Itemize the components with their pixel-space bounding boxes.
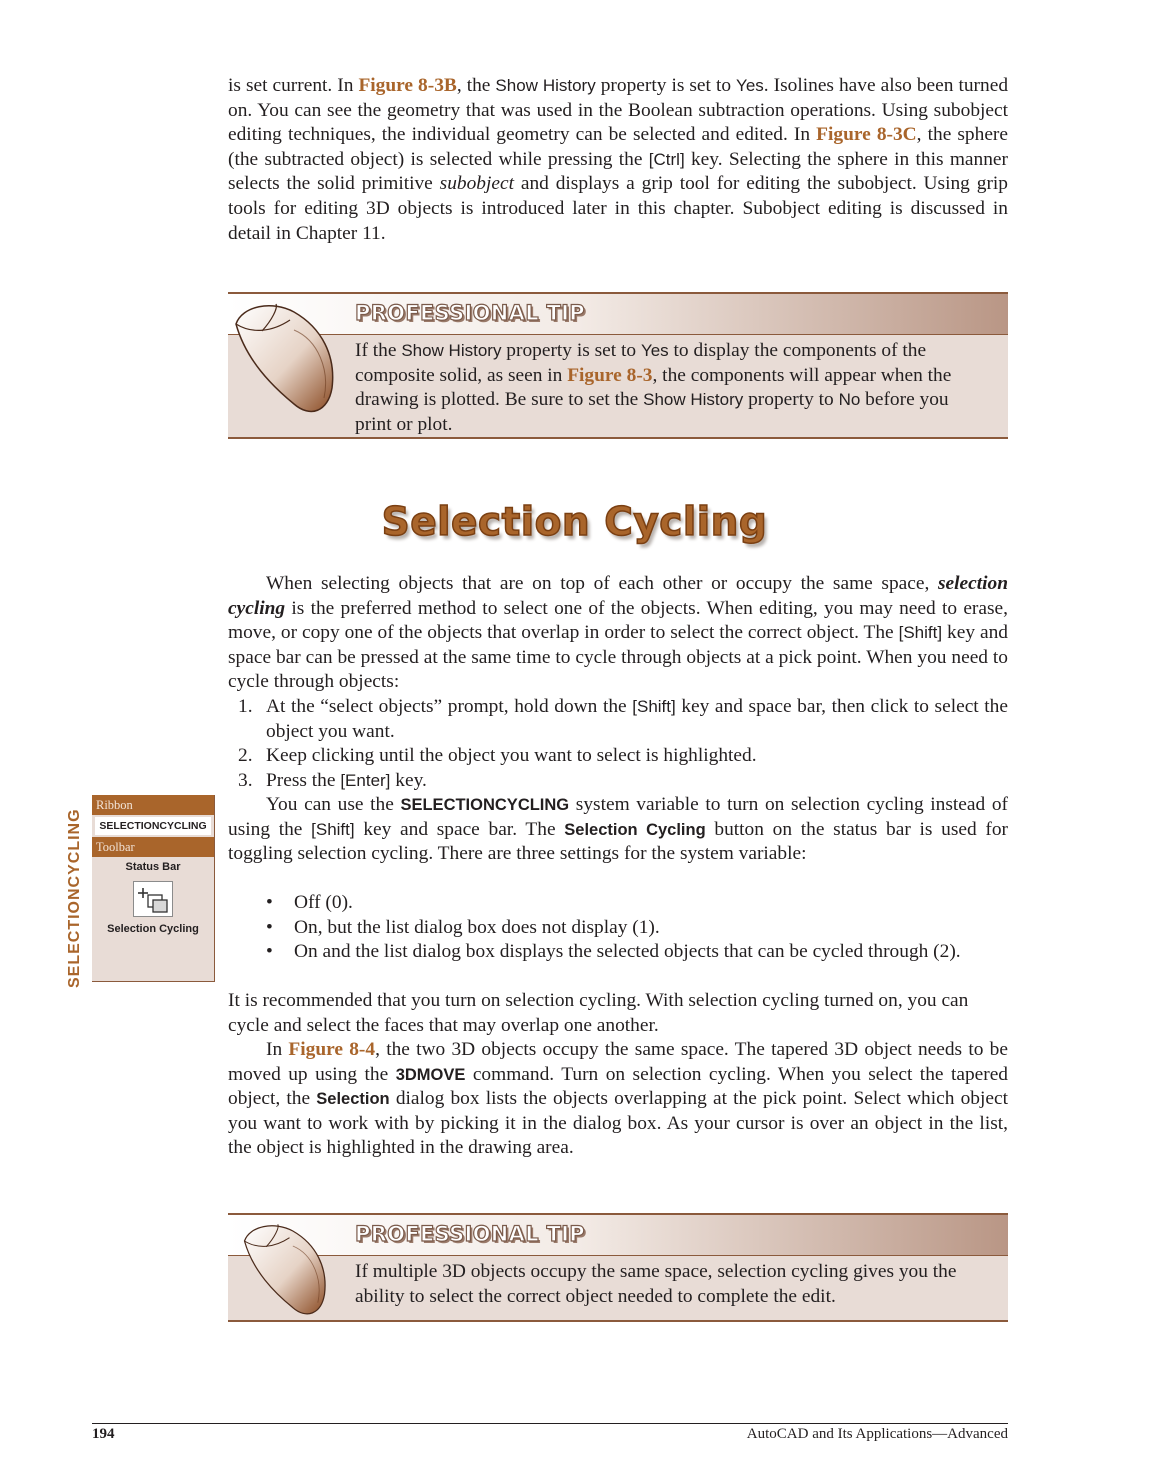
list-item: 1. At the “select objects” prompt, hold down the [Shift] key and space bar, then click to select the object you want. [238,696,1008,742]
tip-title: PROFESSIONAL TIP [355,1222,585,1246]
ribbon-label: Ribbon [92,795,214,815]
section-heading: Selection Cycling [381,500,768,545]
command-sidebar [92,795,215,982]
list-item: • On, but the list dialog box does not display (1). [266,916,660,938]
selection-cycling-button[interactable] [133,881,173,917]
button-caption: Selection Cycling [107,923,199,935]
figure-ref[interactable]: Figure 8-3 [567,364,653,386]
list-item: 2. Keep clicking until the object you want to select is highlighted. [238,745,757,767]
mouse-icon [232,1221,342,1321]
intro-paragraph: is set current. In Figure 8-3B, the Show History property is set to Yes. Isolines have also been turned on. You can see the geometry that was used in the Boolean subtraction operations. Using subobject editing techniques, the individual geometry can be selected and edited. In Figure 8-3C, the sphere (the subtracted object) is selected while pressing the [Ctrl] key. Selecting the sphere in this manner selects the solid primitive subobject and displays a grip tool for editing the subobject. Using grip tools for editing 3D objects is introduced later in this chapter. Subobject editing is discussed in detail in Chapter 11. [228,75,1009,244]
list-item: • On and the list dialog box displays the selected objects that can be cycled through (2). [266,941,961,963]
numbered-list [228,695,1008,793]
footer-rule [92,1423,1008,1424]
ribbon-command[interactable]: SELECTIONCYCLING [95,817,211,835]
list-item: 3. Press the [Enter] key. [238,769,427,791]
body-paragraph: When selecting objects that are on top of each other or occupy the same space, selection cycling is the preferred method to select one of the objects. When editing, you may need to erase, move, or copy one of the objects that overlap in order to select the correct object. The [Shift] key and space bar can be pressed at the same time to cycle through objects at a pick point. When you need to cycle through objects: [228,573,1008,693]
selection-cycling-icon [134,882,172,916]
figure-ref[interactable]: Figure 8-3C [816,124,917,146]
mouse-icon [232,300,342,420]
tip-text: If the Show History property is set to Yes to display the components of the composite solid, as seen in Figure 8-3, the components will appear when the drawing is plotted. Be sure to set the Show History property to No before you print or plot. [355,340,952,435]
body-paragraph: In Figure 8-4, the two 3D objects occupy the same space. The tapered 3D object needs to be moved up using the 3DMOVE command. Turn on selection cycling. When you select the tapered object, the Selection dialog box lists the objects overlapping at the pick point. Select which object you want to work with by picking it in the dialog box. As your cursor is over an object in the list, the object is highlighted in the drawing area. [228,1039,1008,1159]
list-item: • Off (0). [266,892,353,913]
tip-title: PROFESSIONAL TIP [355,301,585,325]
body-paragraph: You can use the SELECTIONCYCLING system variable to turn on selection cycling instead of using the [Shift] key and space bar. The Selection Cycling button on the status bar is used for toggling selection cycling. There are three settings for the system variable: [228,794,1008,865]
bullet-list [228,891,1008,965]
toolbar-label: Toolbar [92,837,214,857]
status-bar-label: Status Bar [125,861,181,873]
professional-tip-box [228,292,1008,439]
tip-header-bar [228,1215,1008,1256]
body-paragraph: It is recommended that you turn on selection cycling. With selection cycling turned on, you can cycle and select the faces that may overlap one another. [228,990,969,1036]
book-title: AutoCAD and Its Applications—Advanced [746,1426,1008,1442]
tip-text: If multiple 3D objects occupy the same space, selection cycling gives you the ability to select the correct object needed to complete the edit. [355,1261,957,1307]
sidebar-vertical-label: SELECTIONCYCLING [66,808,83,988]
professional-tip-box [228,1213,1008,1322]
figure-ref[interactable]: Figure 8-4 [288,1039,376,1060]
page-number: 194 [92,1426,115,1442]
tip-header-bar [228,294,1008,335]
figure-ref[interactable]: Figure 8-3B [358,75,457,96]
